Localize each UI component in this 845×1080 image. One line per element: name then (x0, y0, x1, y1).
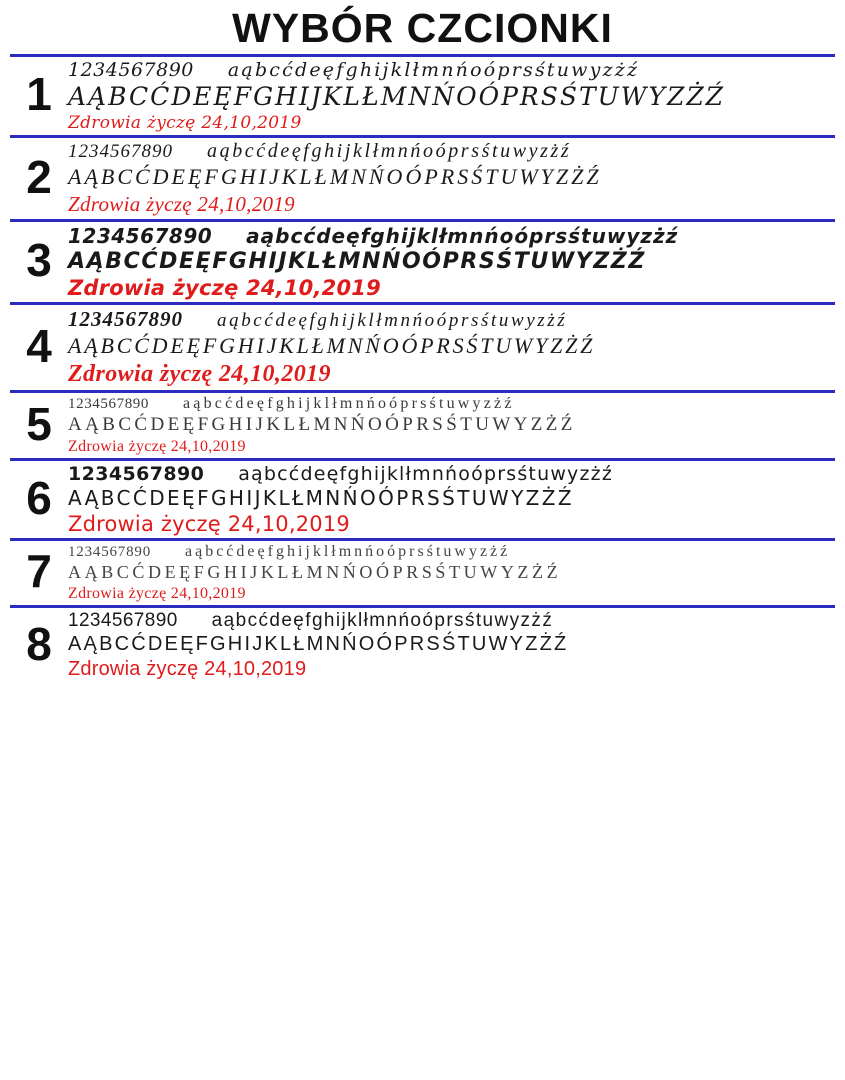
sample-line-digits-lowercase (68, 307, 835, 332)
sample-lowercase: aąbcćdeęfghijklłmnńoóprsśtuwyzżź (227, 59, 640, 82)
sample-uppercase: AĄBCĆDEĘFGHIJKLŁMNŃOÓPRSŚTUWYZŻŹ (68, 249, 646, 275)
font-sample-number: 8 (26, 617, 52, 670)
sample-uppercase: AĄBCĆDEĘFGHIJKLŁMNŃOÓPRSŚTUWYZŻŹ (68, 633, 569, 656)
sample-greeting: Zdrowia życzę 24,10,2019 (68, 361, 331, 388)
font-sample-number: 6 (26, 471, 52, 524)
font-sample-row-4[interactable] (0, 305, 845, 390)
sample-line-digits-lowercase (68, 463, 835, 485)
sample-digits: 1234567890 (68, 463, 205, 486)
sample-greeting: Zdrowia życzę 24,10,2019 (68, 512, 350, 537)
font-sample-preview (68, 59, 835, 133)
sample-digits: 1234567890 (68, 141, 173, 163)
font-sample-row-7[interactable] (0, 541, 845, 605)
sample-lowercase: aąbcćdeęfghijklłmnńoóprsśtuwyzżź (207, 140, 572, 163)
sample-lowercase: aąbcćdeęfghijklłmnńoóprsśtuwyzżź (185, 543, 511, 561)
sample-uppercase: AĄBCĆDEĘFGHIJKLŁMNŃOÓPRSŚTUWYZŻŹ (68, 82, 726, 112)
sample-line-digits-lowercase (68, 395, 835, 413)
sample-line-digits-lowercase (68, 224, 835, 248)
sample-lowercase: aąbcćdeęfghijklłmnńoóprsśtuwyzżź (211, 610, 554, 632)
sample-digits: 1234567890 (68, 307, 183, 332)
font-sample-preview (68, 463, 835, 536)
sample-uppercase: AĄBCĆDEĘFGHIJKLŁMNŃOÓPRSŚTUWYZŻŹ (68, 486, 574, 511)
sample-lowercase: aąbcćdeęfghijklłmnńoóprsśtuwyzżź (246, 224, 679, 249)
font-sample-number: 3 (26, 234, 52, 287)
sample-digits: 1234567890 (68, 544, 151, 561)
font-sample-row-8[interactable] (0, 608, 845, 683)
font-sample-row-3[interactable] (0, 222, 845, 302)
font-sample-preview (68, 543, 835, 603)
sample-uppercase: AĄBCĆDEĘFGHIJKLŁMNŃOÓPRSŚTUWYZŻŹ (68, 333, 596, 359)
sample-line-digits-lowercase (68, 59, 835, 81)
font-sample-number: 7 (26, 545, 52, 598)
sample-line-digits-lowercase (68, 543, 835, 561)
font-sample-number: 5 (26, 397, 52, 450)
sample-greeting: Zdrowia życzę 24,10,2019 (68, 276, 381, 301)
sample-greeting: Zdrowia życzę 24,10,2019 (68, 438, 246, 456)
sample-digits: 1234567890 (68, 224, 213, 249)
font-sample-row-1[interactable] (0, 57, 845, 135)
sample-line-digits-lowercase (68, 610, 835, 632)
sample-greeting: Zdrowia życzę 24,10,2019 (68, 585, 246, 603)
sample-digits: 1234567890 (68, 396, 149, 413)
sample-line-digits-lowercase (68, 140, 835, 163)
font-sample-row-2[interactable] (0, 138, 845, 219)
sample-greeting: Zdrowia życzę 24,10,2019 (68, 113, 302, 134)
font-sample-number: 2 (26, 150, 52, 203)
sample-lowercase: aąbcćdeęfghijklłmnńoóprsśtuwyzżź (183, 395, 515, 413)
sample-greeting: Zdrowia życzę 24,10,2019 (68, 192, 295, 217)
sample-greeting: Zdrowia życzę 24,10,2019 (68, 658, 307, 681)
font-sample-row-6[interactable] (0, 461, 845, 538)
page-title: WYBÓR CZCIONKI (232, 5, 613, 51)
sample-lowercase: aąbcćdeęfghijklłmnńoóprsśtuwyzżź (238, 463, 614, 486)
sample-uppercase: AĄBCĆDEĘFGHIJKLŁMNŃOÓPRSŚTUWYZŻŹ (68, 562, 562, 583)
font-sample-preview (68, 307, 835, 388)
font-sample-number: 1 (26, 68, 52, 121)
sample-uppercase: AĄBCĆDEĘFGHIJKLŁMNŃOÓPRSŚTUWYZŻŹ (68, 164, 602, 190)
font-sample-list (0, 57, 845, 683)
sample-digits: 1234567890 (68, 59, 194, 82)
font-sample-preview (68, 140, 835, 217)
font-sample-row-5[interactable] (0, 393, 845, 458)
sample-uppercase: AĄBCĆDEĘFGHIJKLŁMNŃOÓPRSŚTUWYZŻŹ (68, 414, 576, 436)
font-sample-preview (68, 610, 835, 681)
sample-lowercase: aąbcćdeęfghijklłmnńoóprsśtuwyzżź (217, 310, 568, 332)
font-sample-preview (68, 224, 835, 300)
sample-digits: 1234567890 (68, 610, 178, 632)
font-sample-number: 4 (26, 319, 52, 372)
font-sample-preview (68, 395, 835, 456)
